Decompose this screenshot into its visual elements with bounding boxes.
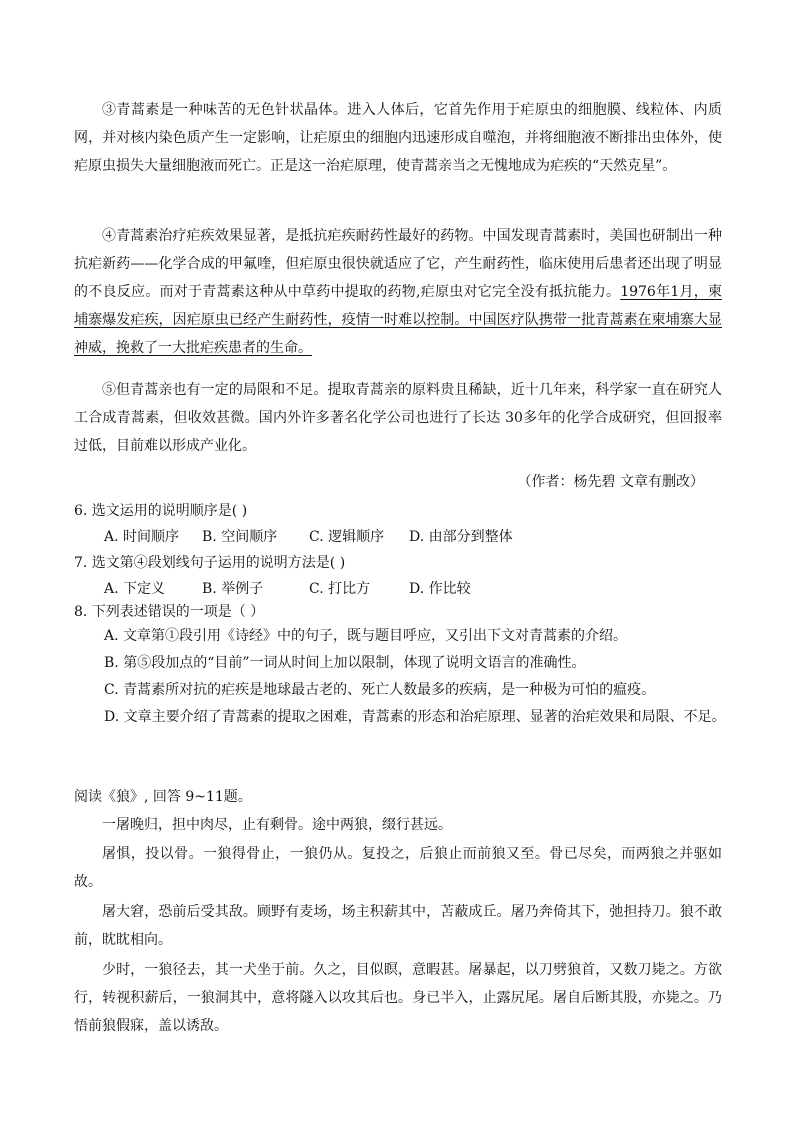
question-7-stem: 7. 选文第④段划线句子运用的说明方法是( ) <box>74 555 346 571</box>
article-paragraph-4 <box>74 222 722 362</box>
question-6-options <box>104 524 513 550</box>
question-8-option-b: B. 第⑤段加点的“目前”一词从时间上加以限制，体现了说明文语言的准确性。 <box>104 655 586 671</box>
question-7-option-c: C. 打比方 <box>309 581 371 597</box>
question-6-option-b: B. 空间顺序 <box>202 529 278 545</box>
question-7-option-d: D. 作比较 <box>409 581 471 597</box>
wolf-paragraph-3: 屠大窘，恐前后受其敌。顾野有麦场，场主积薪其中，苫蔽成丘。屠乃奔倚其下，弛担持刀。狼不敢前，眈眈相向。 <box>74 904 722 948</box>
article-paragraph-5: ⑤但青蒿亲也有一定的局限和不足。提取青蒿亲的原料贵且稀缺，近十几年来，科学家一直在研究人工合成青蒿素，但收效甚微。国内外许多著名化学公司也进行了长达 30多年的化学合成研究，但回报率过低，目前难以形成产业化。 <box>74 382 722 454</box>
wolf-paragraph-2: 屠惧，投以骨。一狼得骨止，一狼仍从。复投之，后狼止而前狼又至。骨已尽矣，而两狼之并驱如故。 <box>74 846 722 890</box>
question-6-stem: 6. 选文运用的说明顺序是( ) <box>74 503 248 519</box>
question-8-option-c: C. 青蒿素所对抗的疟疾是地球最古老的、死亡人数最多的疾病，是一种极为可怕的瘟疫。 <box>104 682 656 698</box>
wolf-paragraph-4: 少时，一狼径去，其一犬坐于前。久之，目似瞑，意暇甚。屠暴起，以刀劈狼首，又数刀毙之。方欲行，转视积薪后，一狼洞其中，意将隧入以攻其后也。身已半入，止露尻尾。屠自后断其股，亦毙之。乃悟前狼假寐，盖以诱敌。 <box>74 962 722 1034</box>
reading-section-intro: 阅读《狼》, 回答 9~11题。 <box>74 789 252 805</box>
question-7-option-a: A. 下定义 <box>104 581 166 597</box>
wolf-paragraph-1: 一屠晚归，担中肉尽，止有剩骨。途中两狼，缀行甚远。 <box>102 817 452 833</box>
question-8-option-a: A. 文章第①段引用《诗经》中的句子，既与题目呼应，又引出下文对青蒿素的介绍。 <box>104 628 628 644</box>
question-7-option-b: B. 举例子 <box>202 581 264 597</box>
question-6-option-a: A. 时间顺序 <box>104 529 180 545</box>
question-6-option-c: C. 逻辑顺序 <box>309 529 385 545</box>
question-6-option-d: D. 由部分到整体 <box>409 529 513 545</box>
underlined-sentence: 1976年1月，柬埔寨爆发疟疾，因疟原虫已经产生耐药性，疫情一时难以控制。中国医疗队携带一批青蒿素在柬埔寨大显神威，挽救了一大批疟疾患者的生命。 <box>74 284 722 356</box>
article-attribution: （作者：杨先碧 文章有删改） <box>517 474 704 490</box>
article-paragraph-3: ③青蒿素是一种味苦的无色针状晶体。进入人体后，它首先作用于疟原虫的细胞膜、线粒体、内质网，并对核内染色质产生一定影响，让疟原虫的细胞内迅速形成自噬泡，并将细胞液不断排出虫体外，使疟原虫损失大量细胞液而死亡。正是这一治疟原理，使青蒿亲当之无愧地成为疟疾的“天然克星”。 <box>74 102 722 174</box>
paragraph-4-text: ④青蒿素治疗疟疾效果显著，是抵抗疟疾耐药性最好的药物。中国发现青蒿素时，美国也研制出一种抗疟新药——化学合成的甲氟喹，但疟原虫很快就适应了它，产生耐药性，临床使用后患者还出现了明显的不良反应。而对于青蒿素这种从中草药中提取的药物,疟原虫对它完全没有抵抗能力。 <box>74 228 722 300</box>
question-8-stem: 8. 下列表述错误的一项是（ ） <box>74 604 265 620</box>
question-8-option-d: D. 文章主要介绍了青蒿素的提取之困难，青蒿素的形态和治疟原理、显著的治疟效果和局限、不足。 <box>104 709 726 725</box>
